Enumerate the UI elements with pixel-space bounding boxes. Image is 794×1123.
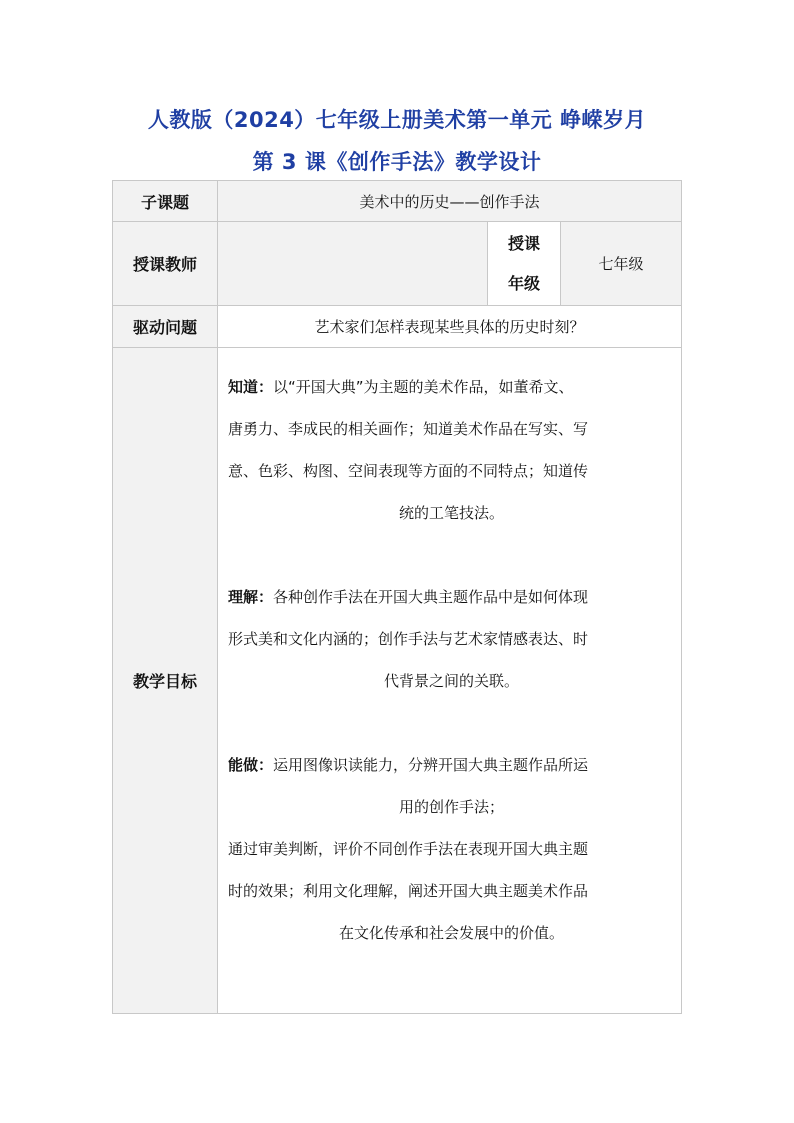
do-line-1 (228, 744, 675, 786)
know-line-1 (228, 366, 675, 408)
spacer (228, 534, 675, 576)
teacher-label: 授课教师 (113, 222, 218, 306)
question-value: 艺术家们怎样表现某些具体的历史时刻？ (218, 306, 682, 348)
grade-value: 七年级 (561, 222, 682, 306)
know-line-3: 意、色彩、构图、空间表现等方面的不同特点；知道传 (228, 462, 589, 480)
document-title-line-1: 人教版（2024）七年级上册美术第一单元 峥嵘岁月 (147, 108, 647, 132)
row-driving-question (113, 306, 682, 348)
grade-label-line-1: 授课 (507, 233, 540, 253)
know-line-4: 统的工笔技法。 (399, 504, 505, 522)
lesson-plan-table (112, 180, 682, 1014)
know-text-1: 以“开国大典”为主题的美术作品，如董希文、 (273, 378, 574, 396)
do-line-4: 时的效果；利用文化理解，阐述开国大典主题美术作品 (228, 882, 589, 900)
subtopic-label: 子课题 (113, 181, 218, 222)
spacer (228, 702, 675, 744)
understand-keyword: 理解： (228, 588, 274, 606)
grade-label-line-2: 年级 (507, 273, 540, 293)
row-subtopic (113, 181, 682, 222)
understand-line-2: 形式美和文化内涵的；创作手法与艺术家情感表达、时 (228, 630, 589, 648)
subtopic-value: 美术中的历史——创作手法 (218, 181, 682, 222)
teacher-value (218, 222, 488, 306)
understand-line-3: 代背景之间的关联。 (384, 672, 520, 690)
understand-text-1: 各种创作手法在开国大典主题作品中是如何体现 (273, 588, 589, 606)
know-keyword: 知道： (228, 378, 274, 396)
do-text-1: 运用图像识读能力，分辨开国大典主题作品所运 (273, 756, 589, 774)
question-label: 驱动问题 (113, 306, 218, 348)
understand-line-1 (228, 576, 675, 618)
do-keyword: 能做： (228, 756, 274, 774)
row-teacher-grade (113, 222, 682, 306)
grade-label (488, 222, 561, 306)
do-line-2: 用的创作手法； (399, 798, 505, 816)
do-line-3: 通过审美判断，评价不同创作手法在表现开国大典主题 (228, 840, 589, 858)
goals-cell (218, 348, 682, 1014)
do-line-5: 在文化传承和社会发展中的价值。 (339, 924, 565, 942)
goals-content (218, 348, 681, 954)
know-line-2: 唐勇力、李成民的相关画作；知道美术作品在写实、写 (228, 420, 589, 438)
goals-label: 教学目标 (113, 348, 218, 1014)
document-title-line-2: 第 3 课《创作手法》教学设计 (252, 150, 542, 174)
row-teaching-goals (113, 348, 682, 1014)
